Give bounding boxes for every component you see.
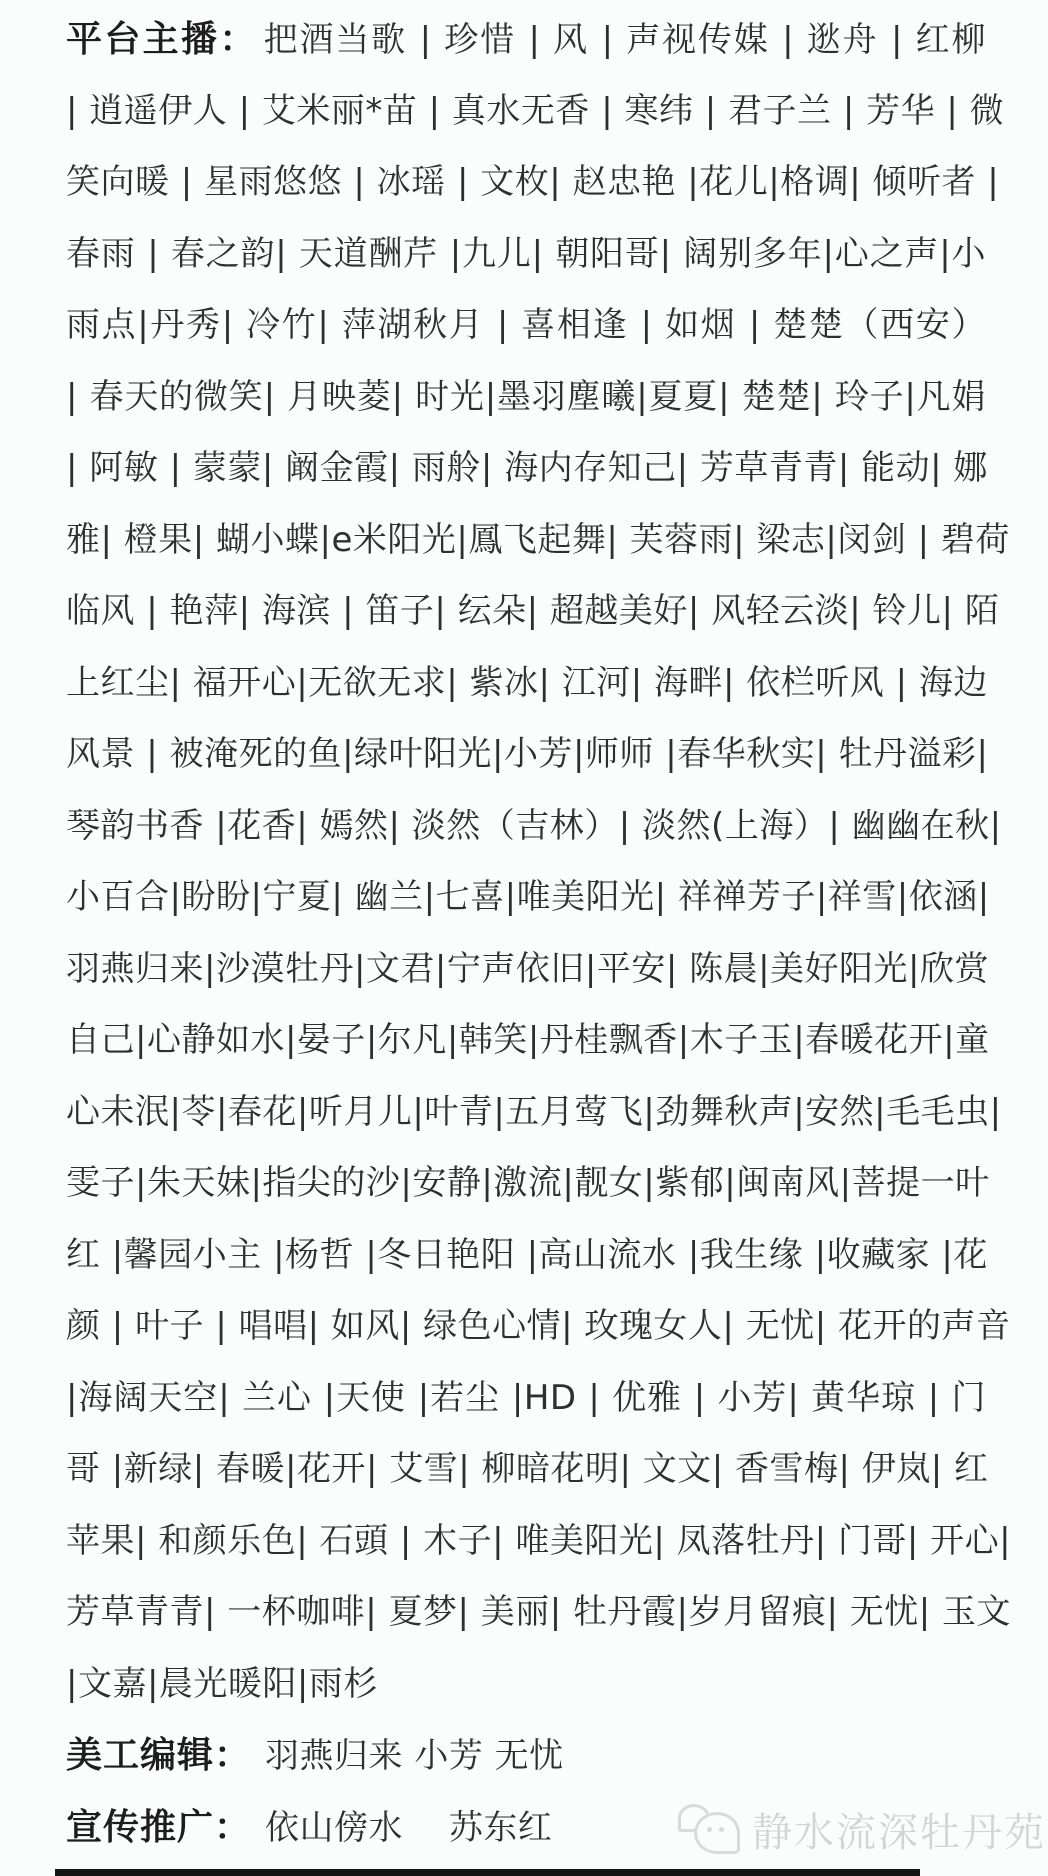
broadcasters-lines	[66, 76, 1012, 1721]
editors-section-label: 美工编辑：	[66, 1735, 252, 1776]
broadcasters-text-line: 颜 | 叶子 | 唱唱| 如风| 绿色心情| 玫瑰女人| 无忧| 花开的声音	[66, 1306, 1011, 1346]
promotion-section-label: 宣传推广：	[66, 1806, 252, 1848]
broadcasters-first-line-text: 把酒当歌 | 珍惜 | 风 | 声视传媒 | 逖舟 | 红柳	[263, 20, 986, 60]
broadcasters-text-line: |海阔天空| 兰心 |天使 |若尘 |HD | 优雅 | 小芳| 黄华琼 | 门	[66, 1377, 986, 1418]
broadcasters-text-line: | 阿敏 | 蒙蒙| 阚金霞| 雨舲| 海内存知己| 芳草青青| 能动| 娜	[66, 448, 988, 488]
broadcasters-section-label: 平台主播：	[66, 19, 258, 60]
bottom-clipped-bar	[55, 1869, 920, 1876]
broadcasters-text-line: 临风 | 艳萍| 海滨 | 笛子| 纭朵| 超越美好| 风轻云淡| 铃儿| 陌	[66, 591, 1000, 631]
broadcasters-text-line: |文嘉|晨光暖阳|雨杉	[66, 1663, 378, 1704]
broadcasters-text-line: 心未泯|苓|春花|听月儿|叶青|五月莺飞|劲舞秋声|安然|毛毛虫|	[66, 1091, 1002, 1132]
broadcasters-text-line: 羽燕归来|沙漠牡丹|文君|宁声依旧|平安| 陈晨|美好阳光|欣赏	[66, 948, 989, 989]
broadcasters-text-line: 小百合|盼盼|宁夏| 幽兰|七喜|唯美阳光| 祥禅芳子|祥雪|依涵|	[66, 877, 990, 917]
broadcasters-text-line: 琴韵书香 |花香| 嫣然| 淡然（吉林）| 淡然(上海）| 幽幽在秋|	[66, 805, 1002, 846]
broadcasters-text-line: | 春天的微笑| 月映菱| 时光|墨羽塵曦|夏夏| 楚楚| 玲子|凡娟	[66, 376, 986, 417]
broadcasters-text-line: 哥 |新绿| 春暖|花开| 艾雪| 柳暗花明| 文文| 香雪梅| 伊岚| 红	[66, 1449, 989, 1489]
broadcasters-text-line: 春雨 | 春之韵| 天道酬芹 |九儿| 朝阳哥| 阔别多年|心之声|小	[66, 233, 986, 274]
watermark	[678, 1801, 1046, 1858]
broadcasters-text-line: 笑向暖 | 星雨悠悠 | 冰瑶 | 文枚| 赵忠艳 |花儿|格调| 倾听者 |	[66, 162, 1000, 202]
broadcasters-text-line: 雯子|朱天妹|指尖的沙|安静|激流|靓女|紫郁|闽南风|菩提一叶	[66, 1163, 990, 1203]
broadcasters-text-line: 红 |馨园小主 |杨哲 |冬日艳阳 |高山流水 |我生缘 |收藏家 |花	[66, 1234, 988, 1275]
broadcasters-first-line	[66, 4, 986, 76]
broadcasters-text-line: 芳草青青| 一杯咖啡| 夏梦| 美丽| 牡丹霞|岁月留痕| 无忧| 玉文	[66, 1592, 1012, 1632]
broadcasters-text-line: 雨点|丹秀| 冷竹| 萍湖秋月 | 喜相逢 | 如烟 | 楚楚（西安）	[66, 305, 986, 345]
broadcasters-text-line: 雅| 橙果| 蝴小蝶|e米阳光|鳳飞起舞| 芙蓉雨| 梁志|闵剑 | 碧荷	[66, 519, 1010, 560]
chat-bubbles-icon	[678, 1804, 742, 1856]
broadcasters-text-line: | 逍遥伊人 | 艾米丽*苗 | 真水无香 | 寒纬 | 君子兰 | 芳华 | 微	[66, 90, 1005, 131]
broadcasters-text-line: 风景 | 被淹死的鱼|绿叶阳光|小芳|师师 |春华秋实| 牡丹溢彩|	[66, 734, 989, 774]
editors-names: 羽燕归来 小芳 无忧	[265, 1736, 564, 1776]
promotion-names: 依山傍水 苏东红	[265, 1807, 553, 1848]
broadcasters-text-line: 苹果| 和颜乐色| 石頭 | 木子| 唯美阳光| 凤落牡丹| 门哥| 开心|	[66, 1520, 1012, 1561]
article-body	[66, 4, 1012, 1863]
editors-line	[66, 1720, 986, 1792]
watermark-text: 静水流深牡丹苑	[752, 1810, 1046, 1856]
broadcasters-text-line: 自己|心静如水|晏子|尔凡|韩笑|丹桂飘香|木子玉|春暖花开|童	[66, 1020, 990, 1060]
broadcasters-text-line: 上红尘| 福开心|无欲无求| 紫冰| 江河| 海畔| 依栏听风 | 海边	[66, 662, 988, 703]
